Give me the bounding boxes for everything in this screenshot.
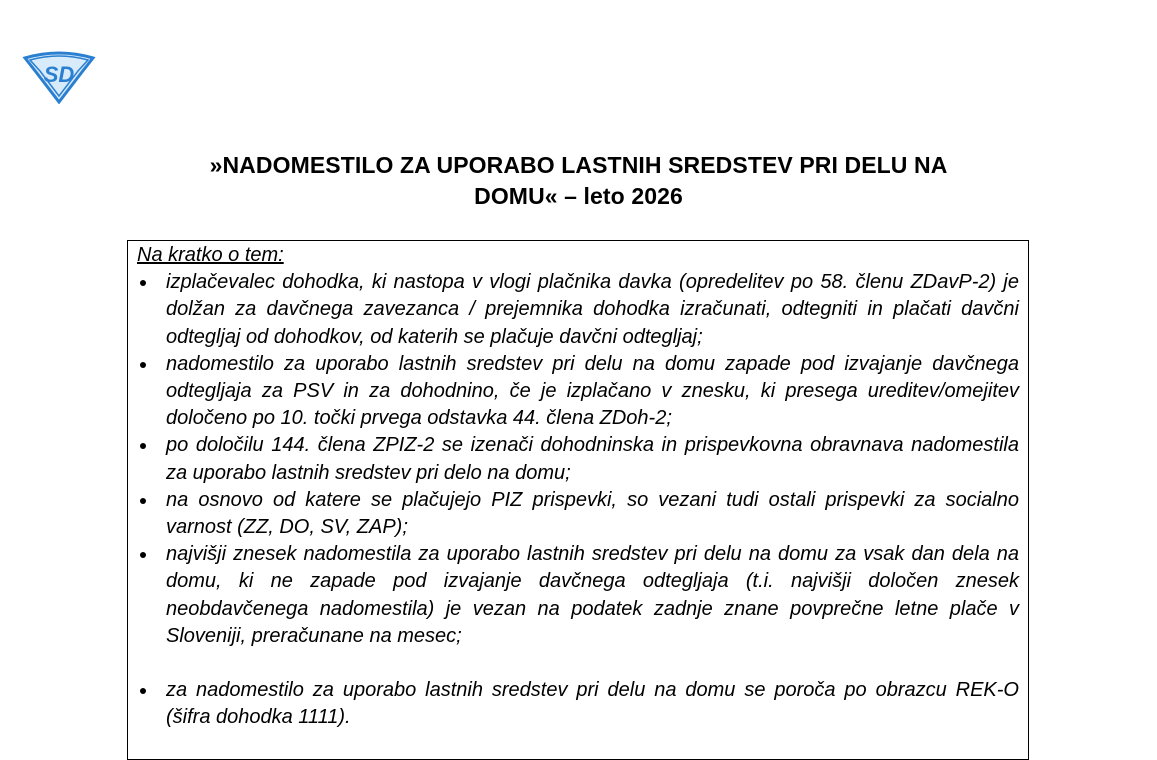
list-item: po določilu 144. člena ZPIZ-2 se izenači dohodninska in prispevkovna obravnava nadomestila za uporabo lastnih sredstev pri delo na domu;	[137, 432, 1019, 486]
title-line-2: DOMU« – leto 2026	[474, 183, 683, 209]
list-item: izplačevalec dohodka, ki nastopa v vlogi plačnika davka (opredelitev po 58. členu ZDavP-2) je dolžan za davčnega zavezanca / prejemnika dohodka izračunati, odtegniti in plačati davčni odtegljaj od dohodkov, od katerih se plačuje davčni odtegljaj;	[137, 269, 1019, 351]
list-item: nadomestilo za uporabo lastnih sredstev pri delu na domu zapade pod izvajanje davčnega odtegljaja za PSV in za dohodnino, če je izplačano v znesku, ki presega ureditev/omejitev določeno po 10. točki prvega odstavka 44. člena ZDoh-2;	[137, 351, 1019, 433]
list-item: na osnovo od katere se plačujejo PIZ prispevki, so vezani tudi ostali prispevki za socialno varnost (ZZ, DO, SV, ZAP);	[137, 487, 1019, 541]
summary-box	[127, 240, 1029, 760]
company-logo	[22, 50, 96, 104]
summary-list	[137, 269, 1019, 731]
list-item: za nadomestilo za uporabo lastnih sredstev pri delu na domu se poroča po obrazcu REK-O (šifra dohodka 1111).	[137, 677, 1019, 731]
summary-heading: Na kratko o tem:	[137, 244, 284, 266]
svg-text:SD: SD	[43, 62, 75, 87]
title-line-1: »NADOMESTILO ZA UPORABO LASTNIH SREDSTEV PRI DELU NA	[209, 152, 948, 178]
document-title	[0, 150, 1157, 212]
list-item: najvišji znesek nadomestila za uporabo lastnih sredstev pri delu na domu za vsak dan dela na domu, ki ne zapade pod izvajanje davčnega odtegljaja (t.i. najvišji določen znesek neobdavčenega nadomestila) je vezan na podatek zadnje znane povprečne letne plače v Sloveniji, preračunane na mesec;	[137, 541, 1019, 650]
